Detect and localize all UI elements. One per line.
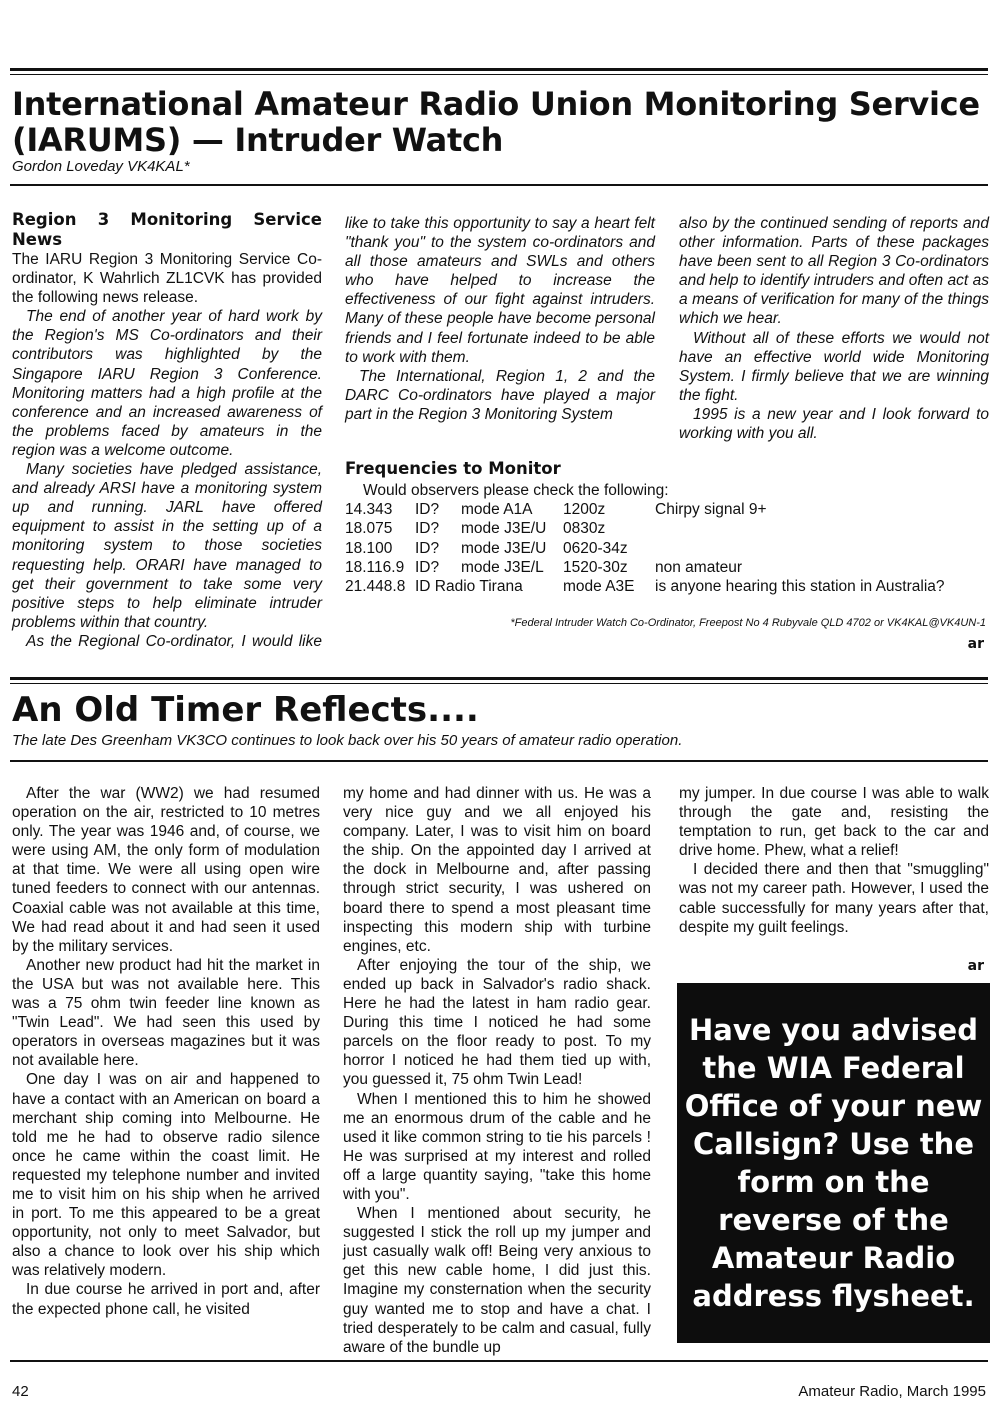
freq-cell: 21.448.8 bbox=[345, 578, 406, 596]
note-cell: Chirpy signal 9+ bbox=[655, 501, 767, 519]
frequency-last-row bbox=[345, 577, 995, 596]
paragraph: my jumper. In due course I was able to walk through the gate and, resisting the temptation to run, get back to the car and drive home. Phew, what a relief! bbox=[679, 785, 989, 860]
page-number: 42 bbox=[12, 1383, 29, 1400]
title2-divider bbox=[10, 760, 988, 762]
article2-column-2 bbox=[343, 784, 651, 1357]
article1-title: International Amateur Radio Union Monitoring Service (IARUMS) — Intruder Watch bbox=[12, 85, 980, 159]
article2-column-1 bbox=[12, 784, 320, 1319]
paragraph: In due course he arrived in port and, after the expected phone call, he visited bbox=[12, 1281, 320, 1318]
mode-cell: mode J3E/L bbox=[461, 558, 544, 576]
id-cell: ID? bbox=[415, 539, 440, 557]
paragraph: When I mentioned about security, he suggested I stick the roll up my jumper and just casually walk off! Being very anxious to get this new cable home, I did just this. Imagine my consternation when the security guy wanted me to stop and have a chat. I tried desperately to be calm and casual, fully aware of the bundle up bbox=[343, 1205, 651, 1356]
article2-byline: The late Des Greenham VK3CO continues to look back over his 50 years of amateur radio operation. bbox=[12, 732, 683, 749]
mode-cell: mode A3E bbox=[563, 578, 635, 596]
paragraph: After enjoying the tour of the ship, we ended up back in Salvador's radio shack. Here he had the latest in ham radio gear. During this time I noticed he had some parcels on the floor ready to post. To my horror I noticed he had them tied up with, you guessed it, 75 ohm Twin Lead! bbox=[343, 956, 651, 1089]
id-cell: ID? bbox=[415, 520, 440, 538]
advertisement-text: Have you advised the WIA Federal Office of your new Callsign? Use the form on the reverse of the Amateur Radio address flysheet. bbox=[684, 1013, 983, 1313]
paragraph: After the war (WW2) we had resumed operation on the air, restricted to 10 metres only. The year was 1946 and, of course, we were using AM, the only form of modulation at that time. We were all using open wire tuned feeders to connect with our antennas. Coaxial cable was not available at this time, We had read about it and had seen it used by the military services. bbox=[12, 785, 320, 955]
article1-byline: Gordon Loveday VK4KAL* bbox=[12, 158, 190, 175]
id-cell: ID? bbox=[415, 501, 440, 519]
id-cell: ID? bbox=[415, 558, 440, 576]
freq-cell: 14.343 bbox=[345, 501, 393, 519]
table-row bbox=[345, 558, 767, 577]
paragraph: like to take this opportunity to say a heart felt "thank you" to the system co-ordinators and all those amateurs and SWLs and others who have helped to increase the effectiveness of our fight against intruders. Many of these people have become personal friends and I feel fortunate indeed to be able to work with them. bbox=[345, 215, 655, 366]
article-divider-thin bbox=[10, 683, 988, 684]
paragraph: Without all of these efforts we would not have an effective world wide Monitoring System. I firmly believe that we are winning the fight. bbox=[679, 329, 989, 404]
paragraph: When I mentioned this to him he showed me an enormous drum of the cable and he used it like common string to tie his parcels ! He was surprised at my interest and rolled off a large quantity saying, "take this home with you". bbox=[343, 1090, 651, 1203]
table-row bbox=[345, 539, 767, 558]
freq-cell: 18.075 bbox=[345, 520, 393, 538]
title-divider bbox=[10, 184, 988, 186]
note-cell bbox=[655, 519, 767, 538]
frequency-list bbox=[345, 481, 995, 596]
article1-column-2 bbox=[345, 214, 655, 424]
paragraph: One day I was on air and happened to have a contact with an American on board a merchant ship coming into Melbourne. He told me he had to observe radio silence once he came within the coast limit. He requested my telephone number and invited me to visit him on his ship when he arrived in port. To me this appeared to be a great opportunity, not only to meet Salvador, but also a chance to look over his ship which was relatively modern. bbox=[12, 1071, 320, 1280]
advertisement-box bbox=[677, 983, 990, 1343]
id-cell: ID Radio Tirana bbox=[415, 578, 523, 596]
paragraph: Another new product had hit the market in the USA but was not available here. This was a 75 ohm twin feeder line known as "Twin Lead". We had seen this used by operators in overseas magazines but it was not available here. bbox=[12, 956, 320, 1070]
freq-cell: 18.116.9 bbox=[345, 558, 405, 576]
note-cell bbox=[655, 539, 767, 558]
time-cell: 0830z bbox=[563, 520, 606, 538]
time-cell: 0620-34z bbox=[563, 539, 628, 557]
paragraph: The end of another year of hard work by the Region's MS Co-ordinators and their contributors was highlighted by the Singapore IARU Region 3 Conference. Monitoring matters had a high profile at the conference and an increased awareness of the problems faced by amateurs in the region was a welcome outcome. bbox=[12, 308, 322, 459]
frequency-intro: Would observers please check the following: bbox=[363, 482, 669, 499]
paragraph: Many societies have pledged assistance, and already ARSI have a monitoring system up and running. JARL have offered equipment to assist in the setting up of a monitoring system to those societies requesting help. ORARI have managed to get their government to take some very positive steps to help eliminate intruder problems within that country. bbox=[12, 461, 322, 631]
frequencies-heading: Frequencies to Monitor bbox=[345, 459, 561, 478]
publication-info: Amateur Radio, March 1995 bbox=[798, 1383, 986, 1400]
paragraph: my home and had dinner with us. He was a very nice guy and we all enjoyed his company. Later, I was to visit him on board the ship. On the appointed day I arrived at the dock in Melbourne and, after passing through strict security, I was ushered on board there to spend a most pleasant time inspecting this modern ship with turbine engines, etc. bbox=[343, 785, 651, 955]
mode-cell: mode J3E/U bbox=[461, 520, 547, 538]
section-heading: Region 3 Monitoring Service News bbox=[12, 210, 322, 249]
end-mark: ar bbox=[967, 958, 984, 974]
footnote: *Federal Intruder Watch Co-Ordinator, Freepost No 4 Rubyvale QLD 4702 or VK4KAL@VK4UN-1 bbox=[510, 617, 986, 629]
article1-column-1 bbox=[12, 210, 322, 651]
paragraph: I decided there and then that "smuggling" was not my career path. However, I used the cable successfully for many years after that, despite my guilt feelings. bbox=[679, 861, 989, 936]
top-rule bbox=[10, 68, 988, 71]
paragraph: also by the continued sending of reports and other information. Parts of these packages have been sent to all Region 3 Co-ordinators and help to identify intruders and often act as a means of verification for many of the things which we hear. bbox=[679, 215, 989, 328]
paragraph: The International, Region 1, 2 and the DARC Co-ordinators have played a major part in the Region 3 Monitoring System bbox=[345, 367, 655, 423]
table-row bbox=[345, 519, 767, 538]
paragraph: The IARU Region 3 Monitoring Service Co-ordinator, K Wahrlich ZL1CVK has provided the following news release. bbox=[12, 251, 322, 307]
freq-cell: 18.100 bbox=[345, 539, 393, 557]
article1-column-3 bbox=[679, 214, 989, 443]
top-rule-thin bbox=[10, 74, 988, 75]
end-mark: ar bbox=[967, 636, 984, 652]
time-cell: 1200z bbox=[563, 501, 606, 519]
time-cell: 1520-30z bbox=[563, 558, 628, 576]
frequency-table bbox=[345, 500, 767, 577]
paragraph: 1995 is a new year and I look forward to working with you all. bbox=[679, 405, 989, 443]
article2-title: An Old Timer Reflects.... bbox=[12, 690, 479, 730]
paragraph: As the Regional Co-ordinator, I would like bbox=[26, 632, 322, 650]
note-cell: is anyone hearing this station in Australia? bbox=[655, 578, 945, 596]
mode-cell: mode J3E/U bbox=[461, 539, 547, 557]
footer-rule bbox=[10, 1360, 988, 1362]
article2-column-3 bbox=[679, 784, 989, 937]
mode-cell: mode A1A bbox=[461, 501, 533, 519]
article-divider bbox=[10, 677, 988, 680]
note-cell: non amateur bbox=[655, 558, 743, 576]
table-row bbox=[345, 500, 767, 519]
